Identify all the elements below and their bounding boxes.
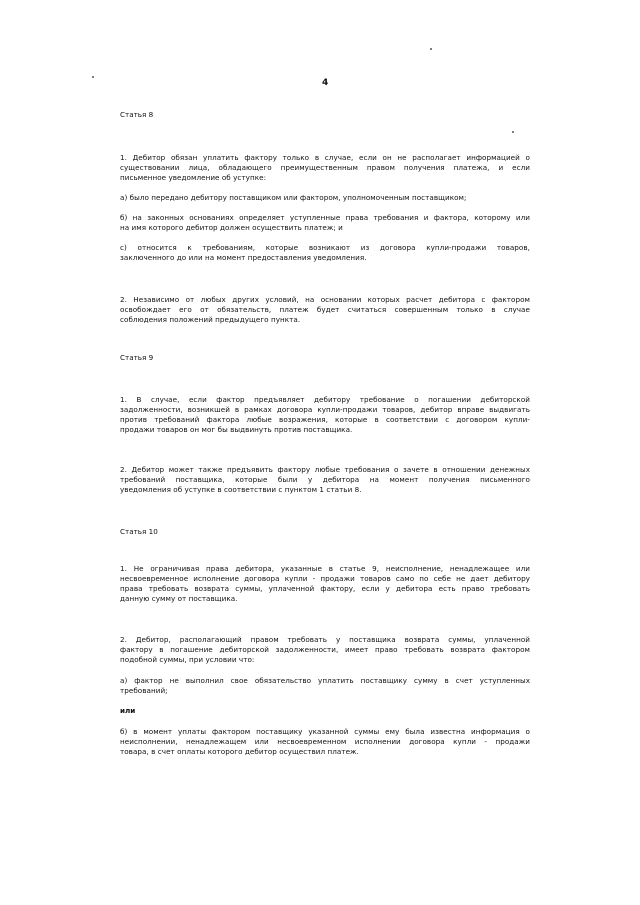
article-10 xyxy=(120,527,530,537)
text-line: данную сумму от поставщика. xyxy=(120,594,238,603)
paragraph xyxy=(120,676,530,696)
paragraph xyxy=(120,295,530,325)
article-8 xyxy=(120,110,530,120)
connector-word: или xyxy=(120,706,136,715)
paragraph xyxy=(120,727,530,757)
text-line: на имя которого дебитор должен осуществить платеж; и xyxy=(120,223,343,232)
article-heading: Статья 10 xyxy=(120,527,158,536)
text-line: против требований фактора любые возражения, которые в соответствии с договором купли- xyxy=(120,415,530,424)
text-line: несвоевременное исполнение договора купли - продажи товаров само по себе не дает дебитору xyxy=(120,574,530,583)
text-line: требований; xyxy=(120,686,168,695)
text-line: 2. Дебитор может также предъявить фактору любые требования о зачете в отношении денежных xyxy=(120,465,530,474)
text-line: 1. Дебитор обязан уплатить фактору только в случае, если он не располагает информацией о xyxy=(120,153,530,162)
text-line: 1. В случае, если фактор предъявляет дебитору требование о погашении дебиторской xyxy=(120,395,530,404)
text-line: 1. Не ограничивая права дебитора, указанные в статье 9, неисполнение, ненадлежащее или xyxy=(120,564,530,573)
page-number: 4 xyxy=(322,78,329,88)
paragraph xyxy=(120,153,530,183)
text-line: требований поставщика, которые были у дебитора на момент получения письменного xyxy=(120,475,530,484)
text-line: уведомления об уступке в соответствии с пунктом 1 статьи 8. xyxy=(120,485,362,494)
text-line: б) на законных основаниях определяет уступленные права требования и фактора, которому или xyxy=(120,213,530,222)
paragraph xyxy=(120,395,530,435)
text-line: с) относится к требованиям, которые возникают из договора купли-продажи товаров, xyxy=(120,243,530,252)
paragraph xyxy=(120,193,530,203)
paragraph xyxy=(120,635,530,665)
paragraph xyxy=(120,213,530,233)
text-line: продажи товаров он мог бы выдвинуть против поставщика. xyxy=(120,425,353,434)
article-heading: Статья 8 xyxy=(120,110,154,119)
text-line: права требовать возврата суммы, уплаченной фактору, если у дебитора есть право требовать xyxy=(120,584,530,593)
text-line: 2. Независимо от любых других условий, на основании которых расчет дебитора с фактором xyxy=(120,295,530,304)
text-line: существовании лица, обладающего преимущественным правом получения платежа, и если xyxy=(120,163,530,172)
paragraph xyxy=(120,465,530,495)
text-line: б) в момент уплаты фактором поставщику указанной суммы ему была известна информация о xyxy=(120,727,530,736)
text-line: а) фактор не выполнил свое обязательство уплатить поставщику сумму в счет уступленных xyxy=(120,676,530,685)
text-line: товара, в счет оплаты которого дебитор осуществил платеж. xyxy=(120,747,359,756)
scan-speck xyxy=(430,48,432,50)
text-line: неисполнении, ненадлежащем или несвоевременном исполнении договора купли - продажи xyxy=(120,737,530,746)
text-line: подобной суммы, при условии что: xyxy=(120,655,255,664)
text-line: соблюдения положений предыдущего пункта. xyxy=(120,315,301,324)
text-line: освобождает его от обязательств, платеж будет считаться совершенным только в случае xyxy=(120,305,530,314)
article-9 xyxy=(120,353,530,363)
text-line: 2. Дебитор, располагающий правом требовать у поставщика возврата суммы, уплаченной xyxy=(120,635,530,644)
text-line: заключенного до или на момент предоставления уведомления. xyxy=(120,253,367,262)
paragraph xyxy=(120,243,530,263)
scan-speck xyxy=(512,131,514,133)
text-line: фактору в погашение дебиторской задолженности, имеет право требовать возврата фактором xyxy=(120,645,530,654)
paragraph xyxy=(120,564,530,604)
text-line: а) было передано дебитору поставщиком или фактором, уполномоченным поставщиком; xyxy=(120,193,467,202)
connector-or xyxy=(120,706,530,716)
article-heading: Статья 9 xyxy=(120,353,154,362)
text-line: задолженности, возникшей в рамках договора купли-продажи товаров, дебитор вправе выдвигать xyxy=(120,405,530,414)
scan-speck xyxy=(92,76,94,78)
text-line: письменное уведомление об уступке: xyxy=(120,173,267,182)
